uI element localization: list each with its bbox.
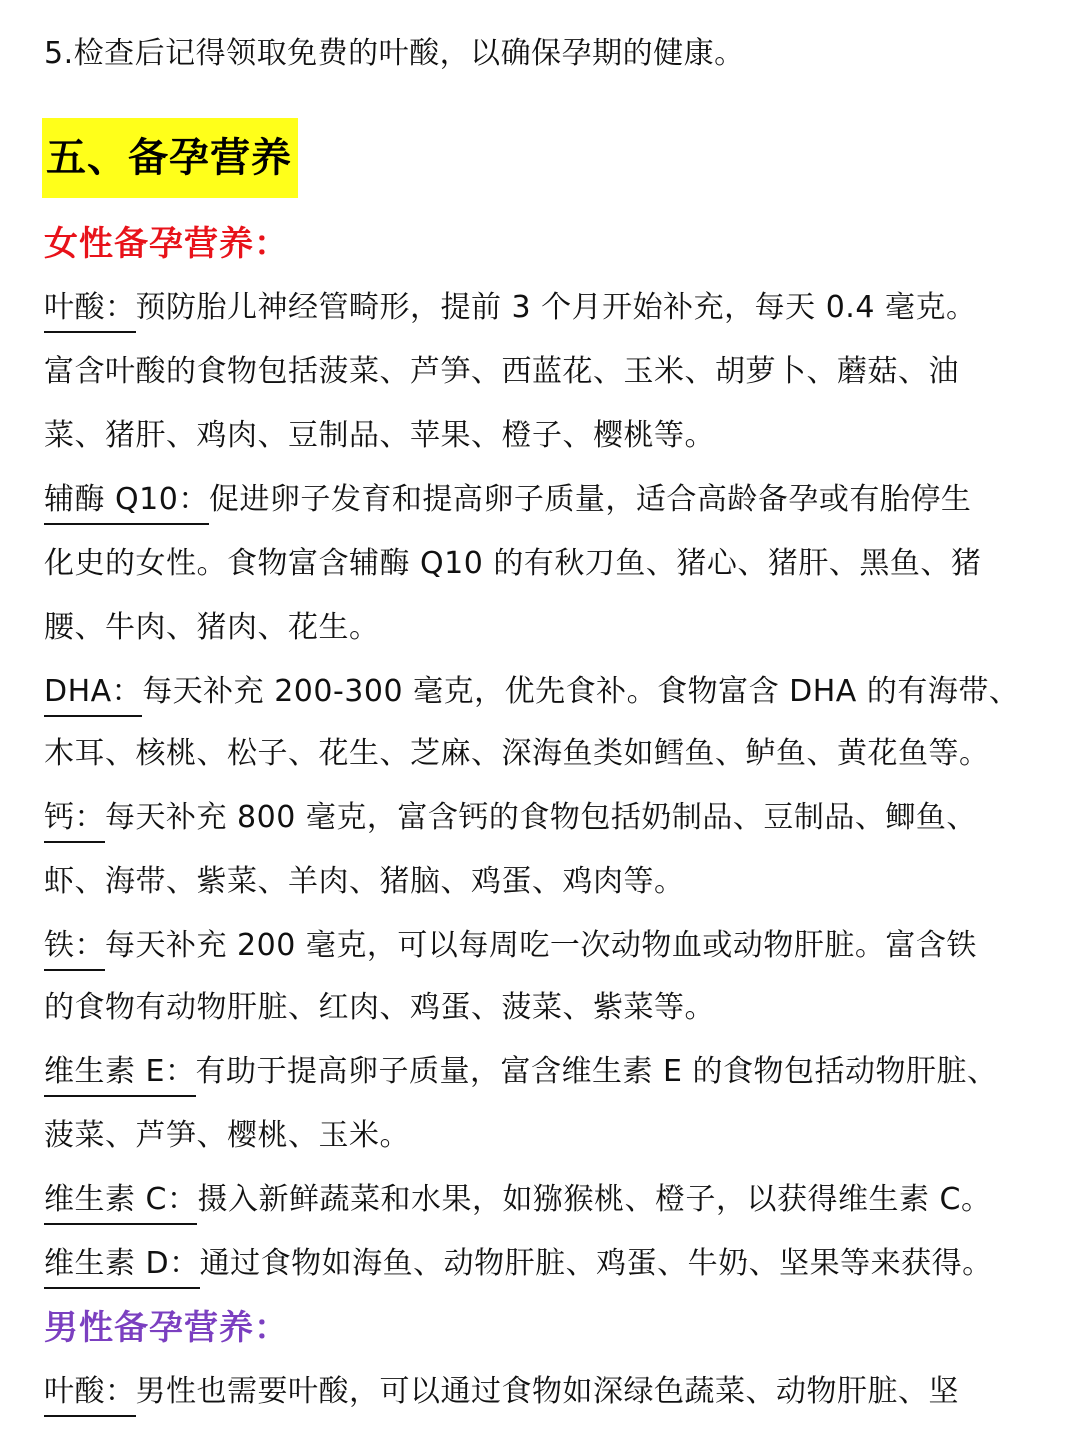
coq10-text-1: 促进卵子发育和提高卵子质量，适合高龄备孕或有胎停生 (208, 482, 972, 517)
folic-acid-line-3: 菜、猪肝、鸡肉、豆制品、苹果、橙子、樱桃等。 (44, 418, 715, 453)
folic-acid-term: 叶酸： (44, 291, 136, 333)
list-item-5: 5.检查后记得领取免费的叶酸，以确保孕期的健康。 (44, 36, 745, 71)
vitamin-d-term: 维生素 D： (44, 1247, 200, 1289)
iron-line-1 (44, 926, 977, 971)
calcium-line-1 (44, 798, 977, 843)
calcium-line-2: 虾、海带、紫菜、羊肉、猪脑、鸡蛋、鸡肉等。 (44, 864, 685, 899)
vitamin-e-line-1 (44, 1052, 998, 1097)
vitamin-c-text-1: 摄入新鲜蔬菜和水果，如猕猴桃、橙子，以获得维生素 C。 (197, 1182, 992, 1217)
dha-text-1: 每天补充 200-300 毫克，优先食补。食物富含 DHA 的有海带、 (142, 674, 1020, 709)
male-folic-acid-line-1 (44, 1372, 959, 1417)
vitamin-e-text-1: 有助于提高卵子质量，富含维生素 E 的食物包括动物肝脏、 (195, 1054, 998, 1089)
folic-acid-line-2: 富含叶酸的食物包括菠菜、芦笋、西蓝花、玉米、胡萝卜、蘑菇、油 (44, 354, 959, 389)
vitamin-e-term: 维生素 E： (44, 1055, 196, 1097)
dha-line-1 (44, 672, 1019, 717)
iron-term: 铁： (44, 929, 105, 971)
coq10-line-2: 化史的女性。食物富含辅酶 Q10 的有秋刀鱼、猪心、猪肝、黑鱼、猪 (44, 546, 982, 581)
coq10-line-3: 腰、牛肉、猪肉、花生。 (44, 610, 380, 645)
vitamin-e-line-2: 菠菜、芦笋、樱桃、玉米。 (44, 1118, 410, 1153)
vitamin-c-term: 维生素 C： (44, 1183, 197, 1225)
coq10-line-1 (44, 480, 971, 525)
dha-term: DHA： (44, 675, 142, 717)
female-nutrition-heading: 女性备孕营养： (44, 224, 289, 264)
vitamin-d-text-1: 通过食物如海鱼、动物肝脏、鸡蛋、牛奶、坚果等来获得。 (199, 1246, 993, 1281)
section-heading: 五、备孕营养 (42, 118, 298, 198)
folic-acid-text-1: 预防胎儿神经管畸形，提前 3 个月开始补充，每天 0.4 毫克。 (135, 290, 977, 325)
male-folic-acid-text-1: 男性也需要叶酸，可以通过食物如深绿色蔬菜、动物肝脏、坚 (135, 1374, 959, 1409)
calcium-text-1: 每天补充 800 毫克，富含钙的食物包括奶制品、豆制品、鲫鱼、 (105, 800, 977, 835)
iron-line-2: 的食物有动物肝脏、红肉、鸡蛋、菠菜、紫菜等。 (44, 990, 715, 1025)
male-folic-acid-term: 叶酸： (44, 1375, 136, 1417)
vitamin-c-line-1 (44, 1180, 991, 1225)
calcium-term: 钙： (44, 801, 105, 843)
dha-line-2: 木耳、核桃、松子、花生、芝麻、深海鱼类如鳕鱼、鲈鱼、黄花鱼等。 (44, 736, 990, 771)
iron-text-1: 每天补充 200 毫克，可以每周吃一次动物血或动物肝脏。富含铁 (105, 928, 977, 963)
folic-acid-line-1 (44, 288, 976, 333)
vitamin-d-line-1 (44, 1244, 993, 1289)
male-nutrition-heading: 男性备孕营养： (44, 1308, 289, 1348)
coq10-term: 辅酶 Q10： (44, 483, 209, 525)
